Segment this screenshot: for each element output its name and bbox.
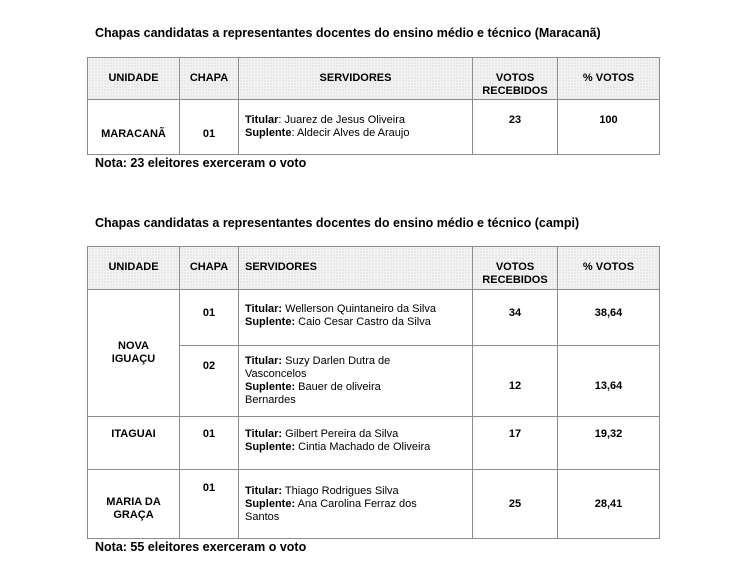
cell-chapa: 01 bbox=[180, 100, 239, 155]
header-chapa: CHAPA bbox=[180, 247, 239, 290]
suplente-name: Bauer de oliveira Bernardes bbox=[245, 381, 381, 406]
titular-label: Titular: bbox=[245, 355, 283, 367]
titular-label: Titular: bbox=[245, 484, 283, 497]
cell-pct: 19,32 bbox=[558, 417, 660, 470]
titular-line bbox=[245, 114, 472, 127]
cell-pct: 28,41 bbox=[558, 470, 660, 539]
cell-unidade-maria-da-graca bbox=[88, 470, 180, 539]
suplente-label: Suplente bbox=[245, 127, 292, 139]
suplente-name: Caio Cesar Castro da Silva bbox=[295, 316, 431, 328]
results-table-campi bbox=[87, 246, 660, 539]
titular-name: Suzy Darlen Dutra de Vasconcelos bbox=[245, 355, 391, 380]
cell-chapa: 01 bbox=[180, 290, 239, 346]
cell-chapa: 02 bbox=[180, 346, 239, 417]
suplente-name: : Aldecir Alves de Araujo bbox=[291, 127, 410, 139]
titular-name: Thiago Rodrigues Silva bbox=[282, 484, 399, 497]
cell-votos: 12 bbox=[473, 346, 558, 417]
suplente-name: Ana Carolina Ferraz dos Santos bbox=[245, 497, 417, 523]
header-votos-recebidos bbox=[473, 58, 558, 100]
suplente-label: Suplente: bbox=[245, 381, 296, 393]
unidade-line1: NOVA bbox=[118, 340, 149, 352]
section-title-campi: Chapas candidatas a representantes docentes do ensino médio e técnico (campi) bbox=[95, 216, 580, 230]
suplente-label: Suplente: bbox=[245, 316, 296, 328]
table-row bbox=[88, 100, 660, 155]
cell-chapa: 01 bbox=[180, 417, 239, 470]
titular-name: Gilbert Pereira da Silva bbox=[282, 428, 399, 440]
nota-campi: Nota: 55 eleitores exerceram o voto bbox=[95, 540, 307, 554]
titular-line bbox=[245, 485, 432, 498]
unidade-line1: MARIA DA bbox=[106, 496, 161, 508]
suplente-label: Suplente: bbox=[245, 497, 296, 510]
header-chapa: CHAPA bbox=[180, 58, 239, 100]
header-servidores: SERVIDORES bbox=[239, 58, 473, 100]
titular-line bbox=[245, 428, 472, 441]
suplente-line bbox=[245, 498, 432, 524]
suplente-line bbox=[245, 127, 472, 140]
cell-unidade-nova-iguacu bbox=[88, 290, 180, 417]
section-title-maracana: Chapas candidatas a representantes docentes do ensino médio e técnico (Maracanã) bbox=[95, 26, 601, 40]
table-header-row bbox=[88, 247, 660, 290]
results-table-maracana bbox=[87, 57, 660, 155]
suplente-label: Suplente: bbox=[245, 441, 296, 453]
cell-votos: 17 bbox=[473, 417, 558, 470]
cell-unidade-itaguai: ITAGUAI bbox=[88, 417, 180, 470]
cell-pct: 100 bbox=[558, 100, 660, 155]
header-pct-votos: % VOTOS bbox=[558, 247, 660, 290]
cell-votos: 25 bbox=[473, 470, 558, 539]
titular-line bbox=[245, 303, 472, 316]
cell-servidores bbox=[239, 417, 473, 470]
table-header-row bbox=[88, 58, 660, 100]
titular-name: Wellerson Quintaneiro da Silva bbox=[282, 303, 436, 315]
table-row bbox=[88, 290, 660, 346]
header-pct-votos: % VOTOS bbox=[558, 58, 660, 100]
header-votos-line1: VOTOS bbox=[495, 72, 535, 84]
titular-line bbox=[245, 355, 412, 381]
cell-votos: 34 bbox=[473, 290, 558, 346]
cell-unidade: MARACANÃ bbox=[88, 100, 180, 155]
titular-label: Titular: bbox=[245, 428, 283, 440]
cell-pct: 13,64 bbox=[558, 346, 660, 417]
suplente-line bbox=[245, 441, 472, 454]
titular-name: : Juarez de Jesus Oliveira bbox=[278, 114, 405, 126]
header-unidade: UNIDADE bbox=[88, 247, 180, 290]
titular-label: Titular bbox=[245, 114, 279, 126]
header-votos-line2: RECEBIDOS bbox=[482, 85, 548, 97]
header-servidores: SERVIDORES bbox=[239, 247, 473, 290]
cell-pct: 38,64 bbox=[558, 290, 660, 346]
table-row bbox=[88, 417, 660, 470]
suplente-line bbox=[245, 316, 472, 329]
header-votos-recebidos bbox=[473, 247, 558, 290]
suplente-name: Cintia Machado de Oliveira bbox=[295, 441, 431, 453]
unidade-line2: GRAÇA bbox=[113, 509, 154, 521]
cell-servidores bbox=[239, 290, 473, 346]
nota-maracana: Nota: 23 eleitores exerceram o voto bbox=[95, 156, 307, 170]
suplente-line bbox=[245, 381, 412, 407]
header-votos-line2: RECEBIDOS bbox=[482, 274, 548, 286]
cell-votos: 23 bbox=[473, 100, 558, 155]
cell-chapa: 01 bbox=[180, 470, 239, 539]
header-votos-line1: VOTOS bbox=[495, 261, 535, 273]
table-row bbox=[88, 470, 660, 539]
unidade-line2: IGUAÇU bbox=[111, 353, 156, 365]
cell-servidores bbox=[239, 100, 473, 155]
cell-servidores bbox=[239, 346, 473, 417]
cell-servidores bbox=[239, 470, 473, 539]
titular-label: Titular: bbox=[245, 303, 283, 315]
header-unidade: UNIDADE bbox=[88, 58, 180, 100]
